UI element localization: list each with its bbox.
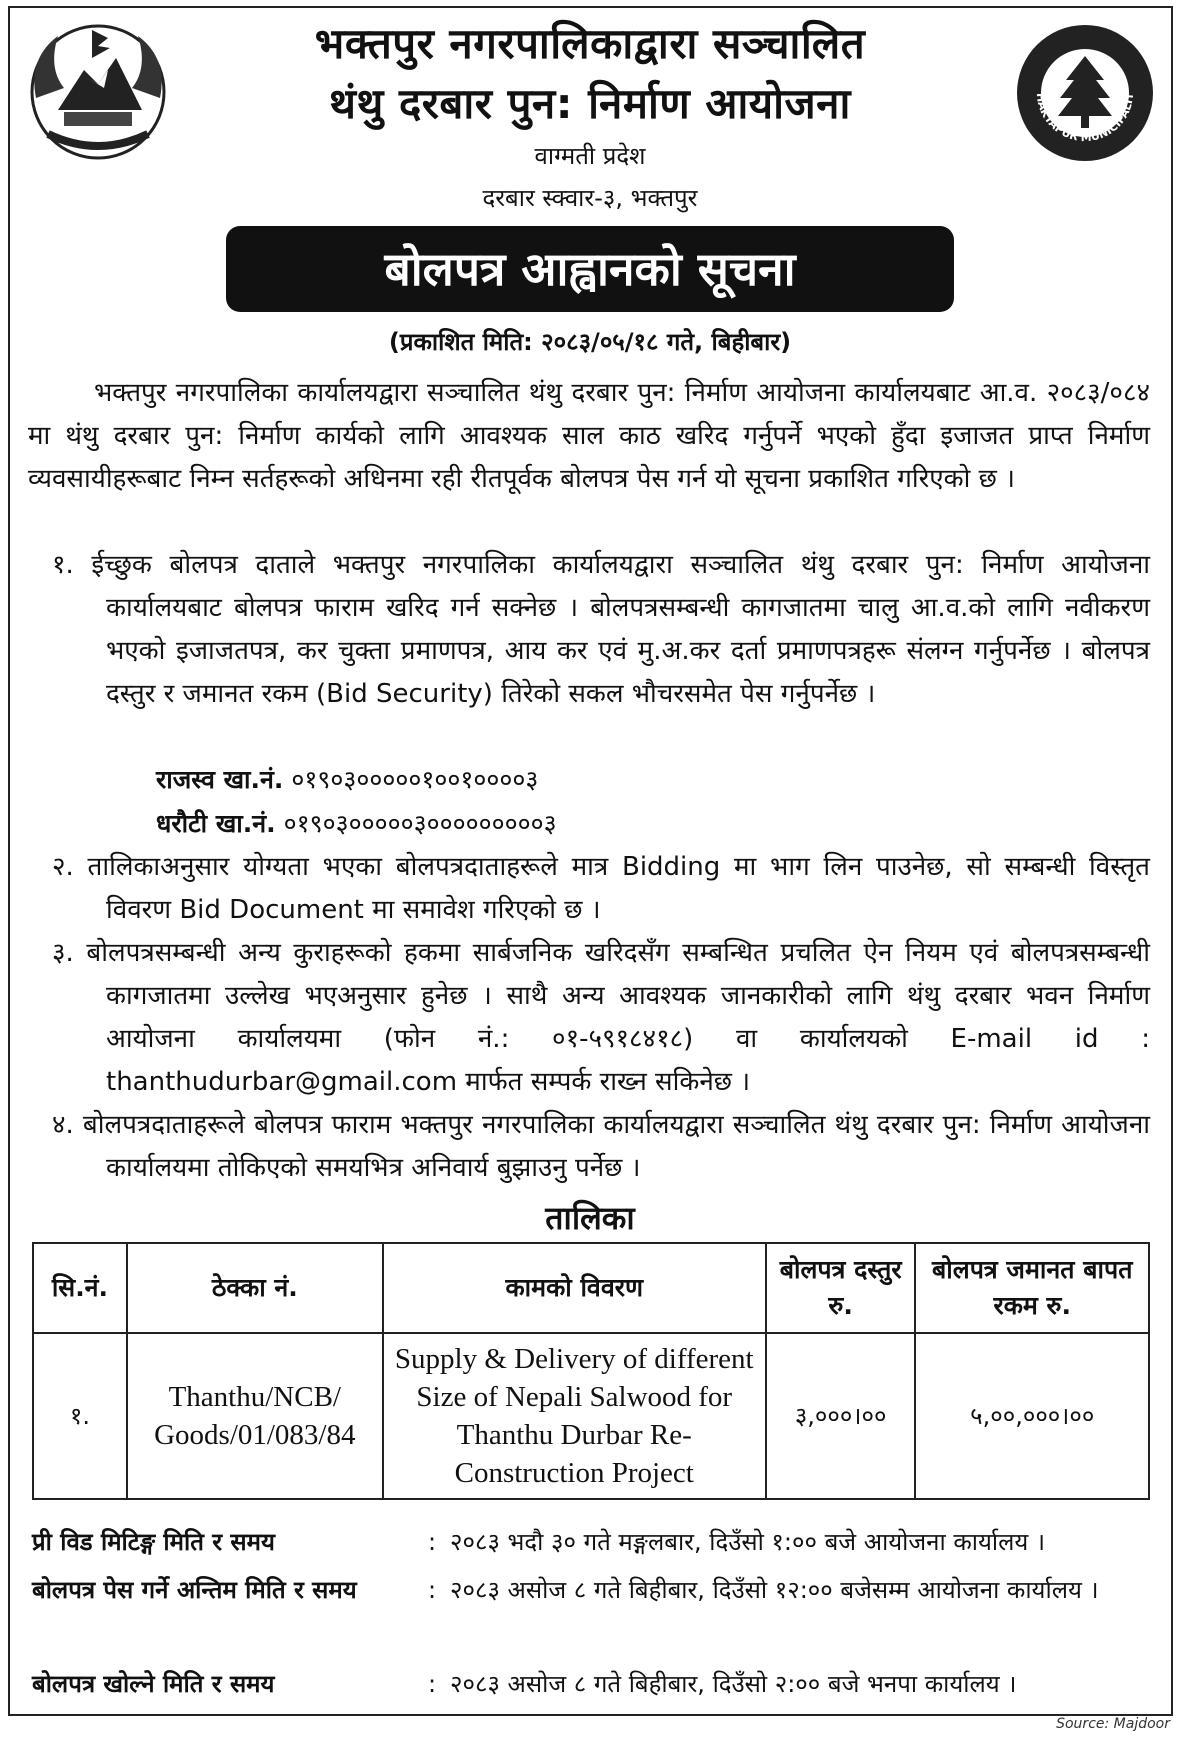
cell-contract-no: Thanthu/NCB/ Goods/01/083/84 <box>127 1333 383 1499</box>
schedule-colon: : <box>428 1576 437 1604</box>
schedule-value: २०८३ असोज ८ गते बिहीबार, दिउँसो २:०० बजे भनपा कार्यालय । <box>450 1670 1017 1698</box>
table-caption: तालिका <box>545 1199 635 1237</box>
bid-table <box>32 1242 1150 1500</box>
schedule-bid-opening <box>32 1664 1152 1708</box>
header-bid-security: बोलपत्र जमानत बापत रकम रु. <box>915 1243 1149 1333</box>
source-credit: Source: Majdoor <box>1056 1716 1170 1732</box>
header-bid-fee: बोलपत्र दस्तुर रु. <box>766 1243 916 1333</box>
address: दरबार स्क्वार-३, भक्तपुर <box>482 184 698 212</box>
schedule-label: प्री विड मिटिङ्ग मिति र समय <box>32 1528 275 1556</box>
bhaktapur-municipality-logo-icon <box>1010 18 1160 168</box>
nepal-government-emblem-icon <box>18 18 178 166</box>
table-header-row <box>33 1243 1149 1333</box>
cell-bid-fee: ३,०००।०० <box>766 1333 916 1499</box>
deposit-account-label: धरौटी खा.नं. <box>156 809 276 838</box>
cell-description: Supply & Delivery of different Size of Nepali Salwood for Thanthu Durbar Re-Construction Project <box>383 1333 766 1499</box>
schedule-colon: : <box>428 1670 437 1698</box>
notice-title: बोलपत्र आह्वानको सूचना <box>384 242 796 296</box>
intro-paragraph: भक्तपुर नगरपालिका कार्यालयद्वारा सञ्चालित थंथु दरबार पुन: निर्माण आयोजना कार्यालयबाट आ.व. २०८३/०८४ मा थंथु दरबार पुन: निर्माण कार्यको लागि आवश्यक साल काठ खरिद गर्नुपर्ने भएको हुँदा इजाजत प्राप्त निर्माण व्यवसायीहरूबाट निम्न सर्तहरूको अधिनमा रही रीतपूर्वक बोलपत्र पेस गर्न यो सूचना प्रकाशित गरिएको छ । <box>28 378 1150 494</box>
title-line-1: भक्तपुर नगरपालिकाद्वारा सञ्चालित <box>314 19 866 68</box>
schedule-label: बोलपत्र पेस गर्ने अन्तिम मिति र समय <box>32 1576 357 1604</box>
condition-item-3: ३. बोलपत्रसम्बन्धी अन्य कुराहरूको हकमा सार्बजनिक खरिदसँग सम्बन्धित प्रचलित ऐन नियम एवं बोलपत्रसम्बन्धी कागजातमा उल्लेख भएअनुसार हुनेछ । साथै अन्य आवश्यक जानकारीको लागि थंथु दरबार भवन निर्माण आयोजना कार्यालयमा (फोन नं.: ०१-५९१८४१८) वा कार्यालयको E-mail id : thanthudurbar@gmail.com मार्फत सम्पर्क राख्न सकिनेछ । <box>52 938 1150 1097</box>
cell-sn: १. <box>33 1333 127 1499</box>
schedule-value: २०८३ भदौ ३० गते मङ्गलबार, दिउँसो १:०० बजे आयोजना कार्यालय । <box>450 1528 1046 1556</box>
cell-bid-security: ५,००,०००।०० <box>915 1333 1149 1499</box>
schedule-pre-bid-meeting <box>32 1522 1152 1566</box>
province: वाग्मती प्रदेश <box>534 142 646 170</box>
title-line-2: थंथु दरबार पुन: निर्माण आयोजना <box>329 79 851 128</box>
revenue-account <box>156 760 538 800</box>
notice-title-banner <box>226 226 954 312</box>
table-row <box>33 1333 1149 1499</box>
schedule-value: २०८३ असोज ८ गते बिहीबार, दिउँसो १२:०० बजेसम्म आयोजना कार्यालय । <box>450 1576 1099 1604</box>
condition-item-2: २. तालिकाअनुसार योग्यता भएका बोलपत्रदाताहरूले मात्र Bidding मा भाग लिन पाउनेछ, सो सम्बन्धी विस्तृत विवरण Bid Document मा समावेश गरिएको छ । <box>52 852 1150 925</box>
schedule-label: बोलपत्र खोल्ने मिति र समय <box>32 1670 275 1698</box>
published-date: (प्रकाशित मिति: २०८३/०५/१८ गते, बिहीबार) <box>388 328 792 356</box>
schedule-submission-deadline <box>32 1570 1152 1660</box>
revenue-account-number: ०१९०३०००००१००१००००३ <box>291 765 539 794</box>
condition-item-1: १. ईच्छुक बोलपत्र दाताले भक्तपुर नगरपालिका कार्यालयद्वारा सञ्चालित थंथु दरबार पुन: निर्माण आयोजना कार्यालयबाट बोलपत्र फाराम खरिद गर्न सक्नेछ । बोलपत्रसम्बन्धी कागजातमा चालु आ.व.को लागि नवीकरण भएको इजाजतपत्र, कर चुक्ता प्रमाणपत्र, आय कर एवं मु.अ.कर दर्ता प्रमाणपत्रहरू संलग्न गर्नुपर्नेछ । बोलपत्र दस्तुर र जमानत रकम (Bid Security) तिरेको सकल भौचरसमेत पेस गर्नुपर्नेछ । <box>52 550 1150 709</box>
logo-ring-text: HAKTAPUR MUNICIPALIT <box>1033 92 1137 145</box>
header-contract-no: ठेक्का नं. <box>127 1243 383 1333</box>
revenue-account-label: राजस्व खा.नं. <box>156 765 284 794</box>
schedule-colon: : <box>428 1528 437 1556</box>
header-description: कामको विवरण <box>383 1243 766 1333</box>
header-sn: सि.नं. <box>33 1243 127 1333</box>
condition-item-4: ४. बोलपत्रदाताहरूले बोलपत्र फाराम भक्तपुर नगरपालिका कार्यालयद्वारा सञ्चालित थंथु दरबार पुन: निर्माण आयोजना कार्यालयमा तोकिएको समयभित्र अनिवार्य बुझाउनु पर्नेछ । <box>52 1110 1150 1183</box>
deposit-account-number: ०१९०३०००००३०००००००००३ <box>283 809 557 838</box>
deposit-account <box>156 804 557 844</box>
